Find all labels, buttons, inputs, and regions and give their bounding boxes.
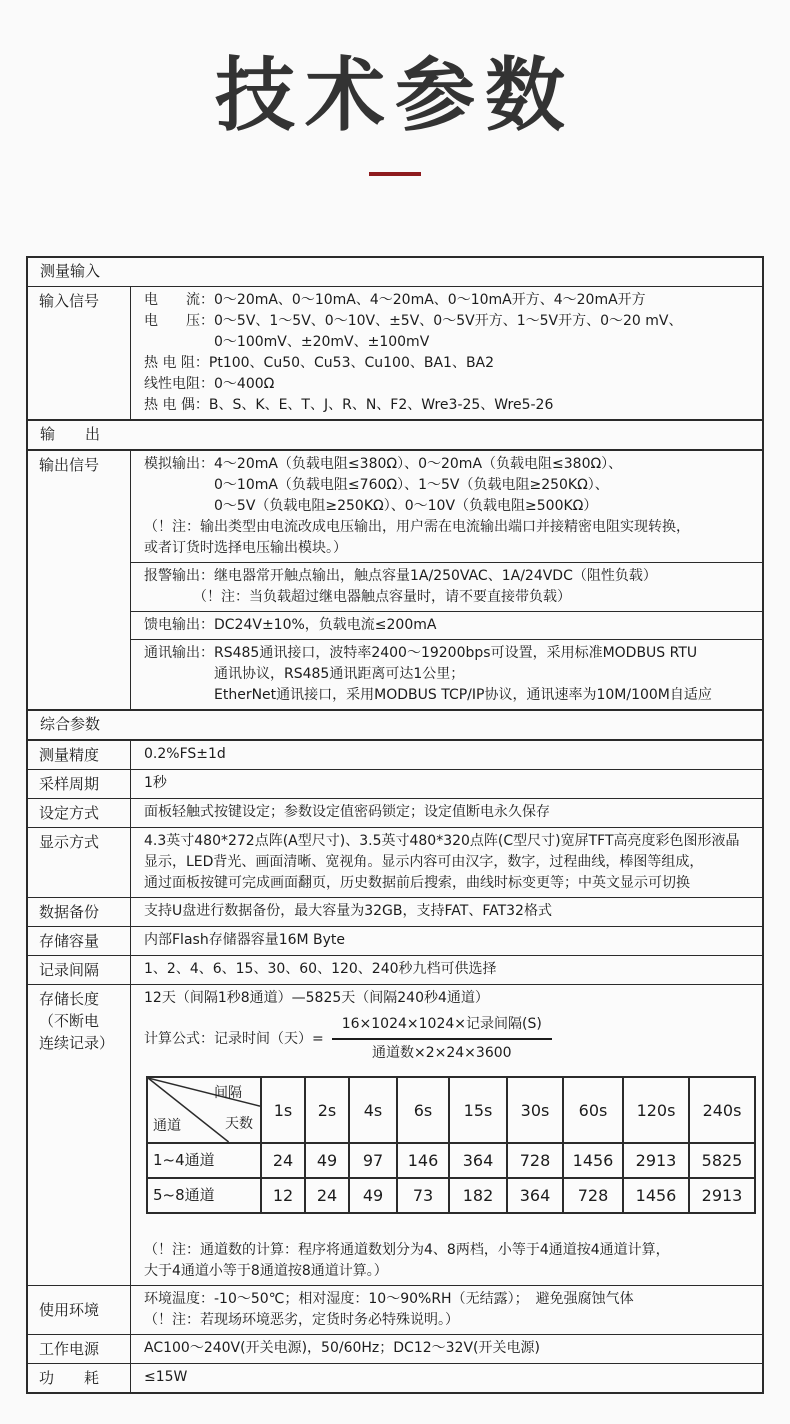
- row-capacity: [28, 926, 762, 955]
- interval-header: 120s: [623, 1077, 689, 1143]
- analog-output-block: [131, 451, 762, 562]
- formula-denominator: 通道数×2×24×3600: [372, 1045, 512, 1061]
- storage-note: [144, 1240, 756, 1282]
- label-line: 存储长度: [39, 990, 100, 1008]
- row-content: [131, 828, 762, 897]
- row-consumption: [28, 1363, 762, 1392]
- page-title: 技术参数: [215, 49, 575, 142]
- interval-header: 240s: [689, 1077, 755, 1143]
- row-label: 输入信号: [28, 287, 131, 419]
- section-title: 测量输入: [40, 262, 101, 280]
- spec-line: 馈电输出：DC24V±10%，负载电流≤200mA: [144, 617, 437, 633]
- row-label: 采样周期: [28, 770, 131, 798]
- spec-line: 0～100mV、±20mV、±100mV: [144, 334, 430, 350]
- storage-formula: [144, 1014, 756, 1064]
- interval-header: 4s: [349, 1077, 397, 1143]
- row-content: [131, 956, 762, 984]
- days-value: 182: [449, 1178, 507, 1213]
- spec-table: [26, 256, 764, 1394]
- spec-line: 显示，LED背光、画面清晰、宽视角。显示内容可由汉字，数字，过程曲线，棒图等组成，: [144, 854, 704, 870]
- row-backup: [28, 897, 762, 926]
- section-title: 输 出: [40, 425, 101, 443]
- spec-page: [0, 50, 790, 1394]
- feed-output-block: [131, 611, 762, 639]
- spec-line: 0～10mA（负载电阻≤760Ω）、1～5V（负载电阻≥250KΩ）、: [144, 477, 609, 493]
- diagonal-header-cell: [147, 1077, 261, 1143]
- days-value: 2913: [623, 1143, 689, 1178]
- days-value: 1456: [623, 1178, 689, 1213]
- interval-header: 1s: [261, 1077, 305, 1143]
- section-header-output: [28, 419, 762, 449]
- spec-line: 支持U盘进行数据备份，最大容量为32GB，支持FAT、FAT32格式: [144, 903, 552, 919]
- spec-line: （！注：若现场环境恶劣，定货时务必特殊说明。）: [144, 1312, 459, 1328]
- row-label: 显示方式: [28, 828, 131, 897]
- corner-label-days: 天数: [225, 1116, 253, 1132]
- section-title: 综合参数: [40, 715, 101, 733]
- row-sampling: [28, 769, 762, 798]
- label-line: 连续记录）: [39, 1034, 115, 1052]
- interval-header: 60s: [563, 1077, 623, 1143]
- days-value: 364: [449, 1143, 507, 1178]
- days-value: 5825: [689, 1143, 755, 1178]
- interval-header: 15s: [449, 1077, 507, 1143]
- days-value: 49: [349, 1178, 397, 1213]
- section-header-measure-input: [28, 258, 762, 286]
- days-value: 24: [305, 1178, 349, 1213]
- spec-line: 面板轻触式按键设定；参数设定值密码锁定；设定值断电永久保存: [144, 804, 550, 820]
- storage-days-table: [146, 1076, 756, 1214]
- channel-row-label: 1~4通道: [147, 1143, 261, 1178]
- row-content: [131, 287, 762, 419]
- spec-line: （！注：当负载超过继电器触点容量时，请不要直接带负载）: [144, 589, 571, 605]
- spec-line: AC100～240V(开关电源)，50/60Hz；DC12～32V(开关电源): [144, 1340, 540, 1356]
- spec-line: 模拟输出：4～20mA（负载电阻≤380Ω）、0～20mA（负载电阻≤380Ω）、: [144, 456, 623, 472]
- spec-line: 0～5V（负载电阻≥250KΩ）、0～10V（负载电阻≥500KΩ）: [144, 498, 598, 514]
- spec-line: 1、2、4、6、15、30、60、120、240秒九档可供选择: [144, 961, 497, 977]
- spec-line: 0.2%FS±1d: [144, 746, 226, 762]
- spec-line: 大于4通道小等于8通道按8通道计算。）: [144, 1263, 388, 1279]
- spec-line: EtherNet通讯接口，采用MODBUS TCP/IP协议，通讯速率为10M/100M自适应: [144, 687, 712, 703]
- days-value: 1456: [563, 1143, 623, 1178]
- days-value: 146: [397, 1143, 449, 1178]
- section-header-general: [28, 709, 762, 739]
- row-setting: [28, 798, 762, 827]
- row-environment: [28, 1285, 762, 1334]
- days-value: 2913: [689, 1178, 755, 1213]
- comm-output-block: [131, 639, 762, 709]
- spec-line: 4.3英寸480*272点阵(A型尺寸)、3.5英寸480*320点阵(C型尺寸)宽屏TFT高亮度彩色图形液晶: [144, 833, 740, 849]
- formula-prefix: 计算公式：记录时间（天）=: [144, 1030, 324, 1047]
- spec-line: 电 流：0～20mA、0～10mA、4～20mA、0～10mA开方、4～20mA开方: [144, 292, 646, 308]
- row-storage-length: [28, 984, 762, 1285]
- spec-line: 热 电 阻：Pt100、Cu50、Cu53、Cu100、BA1、BA2: [144, 355, 495, 371]
- spec-line: 报警输出：继电器常开触点输出，触点容量1A/250VAC、1A/24VDC（阻性负载）: [144, 568, 657, 584]
- spec-line: 环境温度：-10～50℃；相对湿度：10～90%RH（无结露）； 避免强腐蚀气体: [144, 1291, 634, 1307]
- row-content: [131, 927, 762, 955]
- row-label: 工作电源: [28, 1335, 131, 1363]
- formula-fraction: [332, 1014, 552, 1064]
- spec-line: 1秒: [144, 775, 167, 791]
- row-label: [28, 985, 131, 1285]
- row-content: [131, 1364, 762, 1392]
- spec-line: ≤15W: [144, 1369, 188, 1385]
- storage-table-header-row: [147, 1077, 755, 1143]
- days-value: 73: [397, 1178, 449, 1213]
- row-content: [131, 985, 762, 1285]
- row-content: [131, 741, 762, 769]
- row-output-signal: [28, 449, 762, 709]
- label-line: （不断电: [39, 1012, 100, 1030]
- row-accuracy: [28, 739, 762, 769]
- spec-line: 线性电阻：0～400Ω: [144, 376, 275, 392]
- row-label: 功 耗: [28, 1364, 131, 1392]
- interval-header: 30s: [507, 1077, 563, 1143]
- formula-numerator: 16×1024×1024×记录间隔(S): [332, 1014, 552, 1040]
- row-content: [131, 1286, 762, 1334]
- interval-header: 6s: [397, 1077, 449, 1143]
- storage-range-line: 12天（间隔1秒8通道）—5825天（间隔240秒4通道）: [144, 990, 489, 1006]
- row-label: 数据备份: [28, 898, 131, 926]
- days-value: 728: [563, 1178, 623, 1213]
- spec-line: 内部Flash存储器容量16M Byte: [144, 932, 346, 948]
- row-label: 输出信号: [28, 451, 131, 709]
- row-content: [131, 1335, 762, 1363]
- row-content: [131, 898, 762, 926]
- days-value: 364: [507, 1178, 563, 1213]
- row-label: 使用环境: [28, 1286, 131, 1334]
- row-label: 存储容量: [28, 927, 131, 955]
- row-input-signal: [28, 286, 762, 419]
- spec-line: 通讯协议，RS485通讯距离可达1公里；: [144, 666, 465, 682]
- row-display: [28, 827, 762, 897]
- interval-header: 2s: [305, 1077, 349, 1143]
- spec-line: 热 电 偶：B、S、K、E、T、J、R、N、F2、Wre3-25、Wre5-26: [144, 397, 554, 413]
- storage-table-row: [147, 1143, 755, 1178]
- days-value: 97: [349, 1143, 397, 1178]
- title-divider: [369, 172, 421, 176]
- row-label: 记录间隔: [28, 956, 131, 984]
- row-power: [28, 1334, 762, 1363]
- spec-line: （！注：输出类型由电流改成电压输出，用户需在电流输出端口并接精密电阻实现转换，: [144, 519, 690, 535]
- days-value: 728: [507, 1143, 563, 1178]
- days-value: 12: [261, 1178, 305, 1213]
- row-content: [131, 799, 762, 827]
- spec-line: 或者订货时选择电压输出模块。）: [144, 540, 347, 556]
- days-value: 24: [261, 1143, 305, 1178]
- spec-line: 通过面板按键可完成画面翻页，历史数据前后搜索，曲线时标变更等；中英文显示可切换: [144, 875, 690, 891]
- spec-line: 电 压：0～5V、1～5V、0～10V、±5V、0～5V开方、1～5V开方、0～20 mV、: [144, 313, 683, 329]
- row-content: [131, 770, 762, 798]
- days-value: 49: [305, 1143, 349, 1178]
- spec-line: （！注：通道数的计算：程序将通道数划分为4、8两档，小等于4通道按4通道计算，: [144, 1242, 670, 1258]
- row-content: [131, 451, 762, 709]
- alarm-output-block: [131, 562, 762, 611]
- storage-table-row: [147, 1178, 755, 1213]
- spec-line: 通讯输出：RS485通讯接口，波特率2400～19200bps可设置，采用标准MODBUS RTU: [144, 645, 698, 661]
- channel-row-label: 5~8通道: [147, 1178, 261, 1213]
- corner-label-interval: 间隔: [214, 1085, 242, 1101]
- row-label: 测量精度: [28, 741, 131, 769]
- row-interval: [28, 955, 762, 984]
- row-label: 设定方式: [28, 799, 131, 827]
- corner-label-channel: 通道: [153, 1118, 181, 1134]
